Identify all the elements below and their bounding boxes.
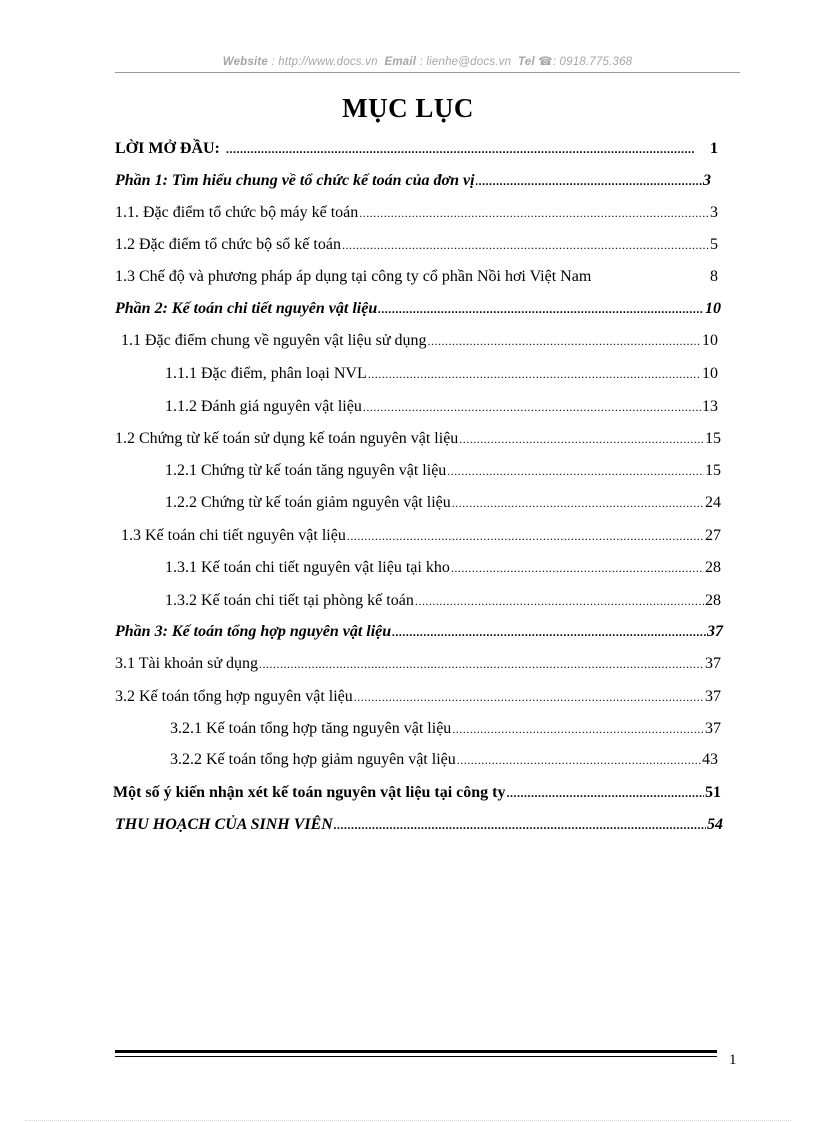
toc-entry[interactable] xyxy=(115,202,718,224)
toc-entry[interactable] xyxy=(115,234,718,256)
toc-entry-title: Phần 1: Tìm hiểu chung về tổ chức kế toán của đơn vị xyxy=(115,172,475,189)
toc-leader-dots xyxy=(378,298,704,320)
toc-entry[interactable] xyxy=(121,330,718,352)
toc-entry[interactable] xyxy=(165,396,718,418)
email-label: Email xyxy=(384,56,417,68)
toc-entry-page: 37 xyxy=(707,623,723,640)
toc-entry-title: 3.1 Tài khoản sử dụng xyxy=(115,655,259,672)
toc-entry-page: 10 xyxy=(702,332,718,349)
toc-entry-title: 1.2.1 Chứng từ kế toán tăng nguyên vật liệu xyxy=(165,462,447,479)
toc-entry-title: 3.2 Kế toán tổng hợp nguyên vật liệu xyxy=(115,688,353,705)
toc-entry-page: 37 xyxy=(705,655,721,672)
toc-entry-title: 1.1. Đặc điểm tổ chức bộ máy kế toán xyxy=(115,204,359,221)
toc-entry[interactable] xyxy=(115,686,721,708)
toc-entry[interactable] xyxy=(115,138,718,160)
toc-leader-dots xyxy=(459,428,704,450)
toc-entry-page: 24 xyxy=(705,494,721,511)
toc-entry-title: THU HOẠCH CỦA SINH VIÊN xyxy=(115,816,333,833)
toc-entry[interactable] xyxy=(165,492,721,514)
toc-entry-title: 3.2.2 Kế toán tổng hợp giảm nguyên vật liệu xyxy=(170,751,456,768)
toc-entry-title: Một số ý kiến nhận xét kế toán nguyên vật liệu tại công ty xyxy=(113,784,506,801)
toc-leader-dots xyxy=(452,718,704,740)
page-number: 1 xyxy=(729,1052,737,1068)
toc-entry[interactable] xyxy=(165,460,721,482)
toc-entry-page: 15 xyxy=(705,430,721,447)
toc-entry-page: 8 xyxy=(710,268,718,285)
toc-entry-title: 1.3.2 Kế toán chi tiết tại phòng kế toán xyxy=(165,592,414,609)
email-value: : lienhe@docs.vn xyxy=(419,56,512,68)
toc-entry-title: 1.3 Chế độ và phương pháp áp dụng tại công ty cổ phần Nồi hơi Việt Nam xyxy=(115,268,592,285)
toc-entry-page: 28 xyxy=(705,592,721,609)
tel-label: Tel xyxy=(517,56,535,68)
toc-entry-page: 28 xyxy=(705,559,721,576)
toc-leader-dots xyxy=(428,330,702,352)
toc-entry-page: 37 xyxy=(705,688,721,705)
toc-entry-page: 51 xyxy=(705,784,721,801)
toc-entry-title: 1.3.1 Kế toán chi tiết nguyên vật liệu tại kho xyxy=(165,559,450,576)
toc-entry-page: 5 xyxy=(710,236,718,253)
footer-thick-rule xyxy=(115,1050,717,1053)
toc-entry-title: 1.2 Chứng từ kế toán sử dụng kế toán nguyên vật liệu xyxy=(115,430,459,447)
toc-entry-title: 1.1 Đặc điểm chung về nguyên vật liệu sử dụng xyxy=(121,332,427,349)
toc-leader-dots xyxy=(476,170,702,192)
toc-entry[interactable] xyxy=(115,298,721,320)
toc-entry-title: 1.2 Đặc điểm tổ chức bộ sổ kế toán xyxy=(115,236,341,253)
toc-entry-page: 15 xyxy=(705,462,721,479)
toc-entry-title: 1.1.2 Đánh giá nguyên vật liệu xyxy=(165,398,362,415)
toc-leader-dots xyxy=(354,686,704,708)
page-edge-divider xyxy=(25,1120,791,1121)
toc-leader-dots xyxy=(452,492,704,514)
toc-entry-page: 10 xyxy=(702,365,718,382)
toc-leader-dots xyxy=(363,396,701,418)
toc-entry-page: 54 xyxy=(707,816,723,833)
toc-entry[interactable] xyxy=(165,557,721,579)
toc-leader-dots xyxy=(259,653,704,675)
toc-entry-page: 37 xyxy=(705,720,721,737)
footer-thin-rule xyxy=(115,1056,717,1057)
page-title: MỤC LỤC xyxy=(342,93,474,123)
toc-entry[interactable] xyxy=(113,782,721,804)
toc-entry-page: 3 xyxy=(703,172,711,189)
toc-leader-dots xyxy=(451,557,704,579)
toc-entry[interactable] xyxy=(115,170,711,192)
toc-entry-title: 3.2.1 Kế toán tổng hợp tăng nguyên vật liệu xyxy=(170,720,452,737)
toc-entry-title: LỜI MỞ ĐẦU: xyxy=(115,140,220,157)
toc-entry-title: 1.1.1 Đặc điểm, phân loại NVL xyxy=(165,365,367,382)
toc-entry-page: 27 xyxy=(705,527,721,544)
toc-leader-dots xyxy=(359,202,709,224)
toc-leader-dots xyxy=(334,814,706,836)
tel-value: : 0918.775.368 xyxy=(552,56,633,68)
toc-entry[interactable] xyxy=(170,749,718,771)
toc-leader-dots xyxy=(226,138,695,160)
toc-entry-title: 1.3 Kế toán chi tiết nguyên vật liệu xyxy=(121,527,346,544)
website-label: Website xyxy=(222,56,269,68)
toc-entry-title: Phần 3: Kế toán tổng hợp nguyên vật liệu xyxy=(115,623,392,640)
toc-leader-dots xyxy=(347,525,704,547)
toc-entry[interactable] xyxy=(115,621,723,643)
toc-entry-page: 13 xyxy=(702,398,718,415)
toc-entry[interactable] xyxy=(115,266,718,288)
toc-entry-title: 1.2.2 Chứng từ kế toán giảm nguyên vật liệu xyxy=(165,494,451,511)
toc-entry[interactable] xyxy=(121,525,721,547)
toc-entry[interactable] xyxy=(115,428,721,450)
toc-leader-dots xyxy=(415,590,704,612)
toc-entry[interactable] xyxy=(165,590,721,612)
toc-entry[interactable] xyxy=(165,363,718,385)
toc-leader-dots xyxy=(392,621,706,643)
toc-entry[interactable] xyxy=(170,718,721,740)
toc-leader-dots xyxy=(457,749,701,771)
toc-leader-dots xyxy=(368,363,701,385)
toc-entry-page: 10 xyxy=(705,300,721,317)
phone-icon: ☎ xyxy=(538,56,553,68)
toc-entry[interactable] xyxy=(115,814,723,836)
toc-entry-page: 43 xyxy=(702,751,718,768)
toc-leader-dots xyxy=(447,460,704,482)
website-value: : http://www.docs.vn xyxy=(271,56,378,68)
toc-entry-title: Phần 2: Kế toán chi tiết nguyên vật liệu xyxy=(115,300,378,317)
toc-leader-dots xyxy=(342,234,709,256)
toc-entry[interactable] xyxy=(115,653,721,675)
toc-entry-page: 3 xyxy=(710,204,718,221)
toc-entry-page: 1 xyxy=(710,140,718,157)
toc-leader-dots xyxy=(506,782,704,804)
